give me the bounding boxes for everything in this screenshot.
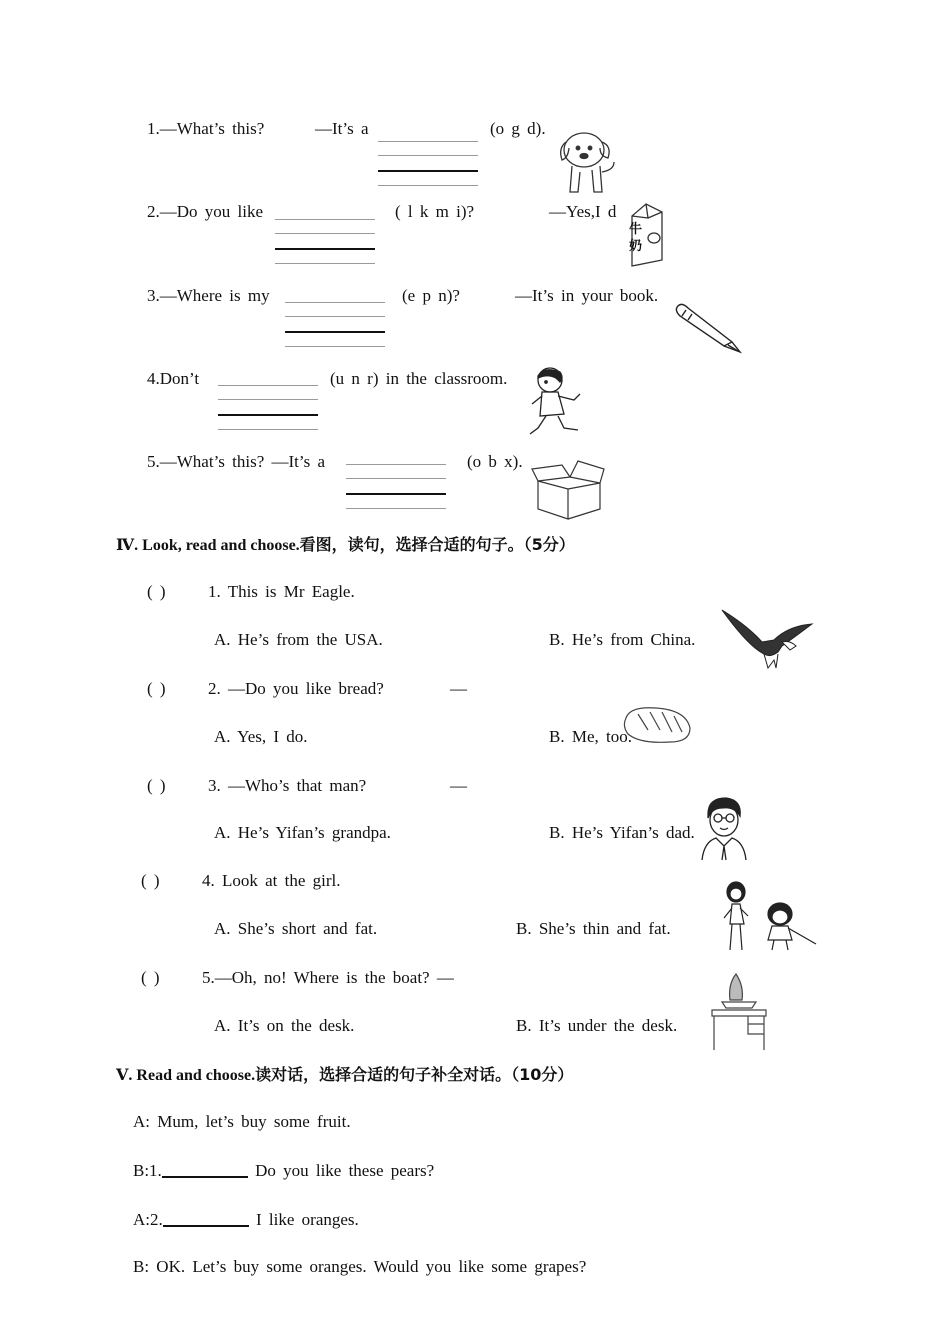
dialogue-blank-2[interactable] [163,1209,249,1227]
milk-carton-icon [626,202,668,268]
item4-question: 4.Don’t [147,369,200,388]
item5-answer-blank[interactable] [346,464,446,514]
item4-answer-blank[interactable] [218,385,318,435]
section5-heading-cn: 读对话，选择合适的句子补全对话。（10分） [255,1065,574,1084]
item5-question: 5.—What’s this? —It’s a [147,452,326,471]
option-b: B. It’s under the desk. [516,1016,678,1035]
option-a: A. Yes, I do. [214,727,308,746]
item4-letters: (u n r) in the classroom. [330,369,508,388]
dialogue-line-3-prefix: A:2. [133,1210,163,1229]
man-with-glasses-icon [698,796,750,862]
option-a: A. It’s on the desk. [214,1016,355,1035]
option-b: B. He’s Yifan’s dad. [549,823,695,842]
dialogue-line-2-text: Do you like these pears? [247,1161,435,1180]
dialogue-line-2-prefix: B:1. [133,1161,162,1180]
answer-paren[interactable]: ( ) [141,968,160,987]
item2-reply: —Yes,I d [549,202,617,221]
answer-paren[interactable]: ( ) [141,871,160,890]
item1-answer-blank[interactable] [378,141,478,191]
item1-question: 1.—What’s this? [147,119,265,138]
item3-letters: (e p n)? [402,286,460,305]
item3-answer-blank[interactable] [285,302,385,352]
dialogue-line-4: B: OK. Let’s buy some oranges. Would you like some grapes? [133,1257,587,1276]
milk-label-2: 奶 [629,239,643,254]
dialogue-line-3-text: I like oranges. [248,1210,359,1229]
question-stem: 4. Look at the girl. [202,871,341,890]
item2-question: 2.—Do you like [147,202,264,221]
item3-reply: —It’s in your book. [515,286,659,305]
option-b: B. Me, too. [549,727,632,746]
option-b: B. She’s thin and fat. [516,919,671,938]
item1-letters: (o g d). [490,119,546,138]
running-boy-icon [526,364,584,444]
section4-heading [116,535,575,556]
eagle-icon [718,606,814,672]
pen-icon [672,298,744,354]
option-a: A. He’s Yifan’s grandpa. [214,823,391,842]
question-stem: 1. This is Mr Eagle. [208,582,355,601]
option-b: B. He’s from China. [549,630,696,649]
item5-letters: (o b x). [467,452,523,471]
item1-answer-prefix: —It’s a [315,119,369,138]
bread-icon [620,704,694,746]
reply-dash: — [450,776,467,795]
dialogue-blank-1[interactable] [162,1160,248,1178]
question-stem: 5.—Oh, no! Where is the boat? — [202,968,454,987]
dialogue-line-2 [133,1160,434,1181]
item2-answer-blank[interactable] [275,219,375,269]
dialogue-line-1: A: Mum, let’s buy some fruit. [133,1112,351,1131]
section5-heading-en: Ⅴ. Read and choose. [116,1067,256,1084]
dialogue-line-3 [133,1209,359,1230]
option-a: A. He’s from the USA. [214,630,383,649]
section5-heading [116,1065,573,1086]
answer-paren[interactable]: ( ) [147,679,166,698]
question-stem: 2. —Do you like bread? [208,679,384,698]
dog-icon [556,126,618,196]
girls-icon [718,878,818,952]
boat-on-desk-icon [708,970,770,1052]
item2-letters: ( l k m i)? [395,202,475,221]
box-icon [530,455,606,521]
section4-heading-cn: 看图，读句，选择合适的句子。（5分） [299,535,575,554]
reply-dash: — [450,679,467,698]
milk-label-1: 牛 [629,222,643,237]
section4-heading-en: Ⅳ. Look, read and choose. [116,537,300,554]
answer-paren[interactable]: ( ) [147,582,166,601]
item3-question: 3.—Where is my [147,286,270,305]
option-a: A. She’s short and fat. [214,919,378,938]
question-stem: 3. —Who’s that man? [208,776,367,795]
answer-paren[interactable]: ( ) [147,776,166,795]
